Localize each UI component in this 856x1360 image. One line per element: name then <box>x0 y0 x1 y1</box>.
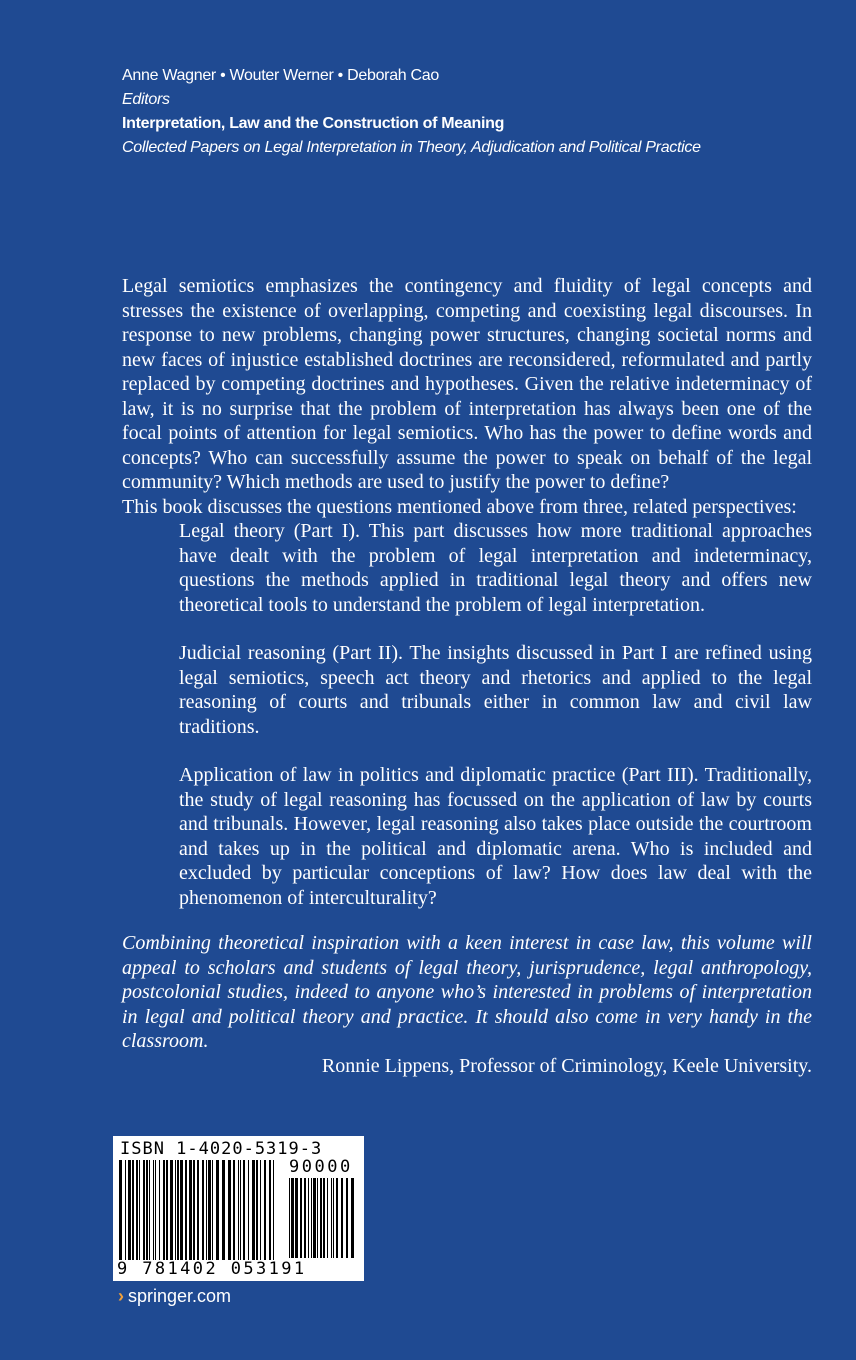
ean-barcode-bars <box>119 1160 277 1260</box>
book-subtitle: Collected Papers on Legal Interpretation in Theory, Adjudication and Political Practice <box>122 139 701 156</box>
publisher-footer <box>118 1284 231 1308</box>
isbn-number: ISBN 1-4020-5319-3 <box>120 1139 323 1159</box>
publisher-url[interactable]: springer.com <box>128 1286 232 1306</box>
part-two-paragraph: Judicial reasoning (Part II). The insights discussed in Part I are refined using legal semiotics, speech act theory and rhetorics and applied to the legal reasoning of courts and tribunals either in common law and civil law traditions. <box>179 642 812 738</box>
quote-attribution: Ronnie Lippens, Professor of Criminology, Keele University. <box>321 1054 812 1077</box>
isbn-barcode <box>113 1136 364 1281</box>
back-cover-blurb <box>122 274 812 1078</box>
ean-digits: 9 781402 053191 <box>117 1259 307 1279</box>
authors-line: Anne Wagner • Wouter Werner • Deborah Cao <box>122 67 439 84</box>
perspectives-intro: This book discusses the questions mentioned above from three, related perspectives: <box>122 495 797 518</box>
part-three-paragraph: Application of law in politics and diplomatic practice (Part III). Traditionally, the study of legal reasoning has focussed on the application of law by courts and tribunals. However, legal reasoning also takes place outside the courtroom and takes up in the political and diplomatic arena. Who is included and excluded by particular conceptions of law? How does law deal with the phenomenon of interculturality? <box>179 764 812 909</box>
addon-barcode-bars <box>289 1178 357 1258</box>
addon-digits: 90000 <box>289 1157 353 1177</box>
review-quote: Combining theoretical inspiration with a keen interest in case law, this volume will appeal to scholars and students of legal theory, jurisprudence, legal anthropology, postcolonial studies, indeed to anyone who’s interested in problems of interpretation in legal and political theory and practice. It should also come in very handy in the classroom. <box>122 932 812 1052</box>
cover-header <box>122 64 822 160</box>
book-title: Interpretation, Law and the Construction of Meaning <box>122 115 505 132</box>
chevron-right-icon: › <box>118 1286 124 1306</box>
editors-label: Editors <box>122 91 170 108</box>
part-one-paragraph: Legal theory (Part I). This part discusses how more traditional approaches have dealt with the problem of legal interpretation and indeterminacy, questions the methods applied in traditional legal theory and offers new theoretical tools to understand the problem of legal interpretation. <box>179 520 812 616</box>
intro-paragraph: Legal semiotics emphasizes the contingency and fluidity of legal concepts and stresses the existence of overlapping, competing and coexisting legal discourses. In response to new problems, changing power structures, changing societal norms and new faces of injustice established doctrines are reconsidered, reformulated and partly replaced by competing doctrines and hypotheses. Given the relative indeterminacy of law, it is no surprise that the problem of interpretation has always been one of the focal points of attention for legal semiotics. Who has the power to define words and concepts? Who can successfully assume the power to speak on behalf of the legal community? Which methods are used to justify the power to define? <box>122 275 812 493</box>
